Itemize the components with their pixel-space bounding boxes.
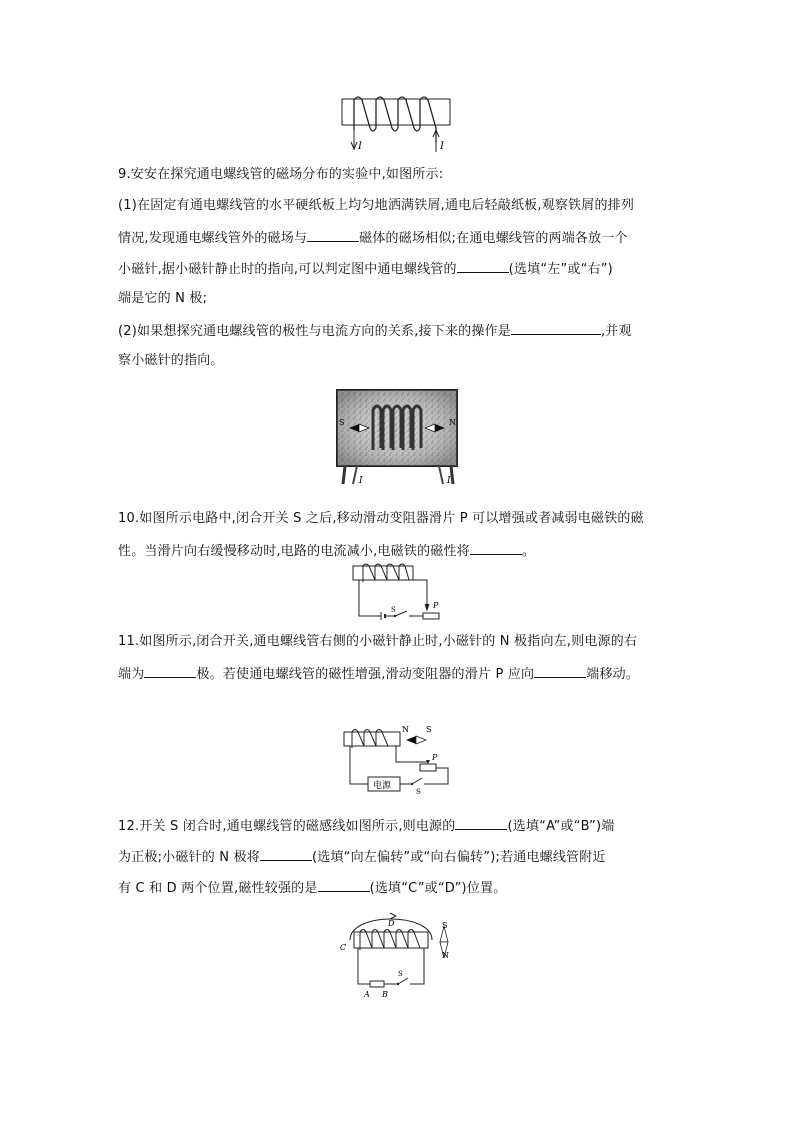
answer-blank[interactable] (457, 259, 509, 273)
q9-line-7: 察小磁针的指向。 (118, 353, 224, 368)
q10-line-2: 性。当滑片向右缓慢移动时,电路的电流减小,电磁铁的磁性将 。 (118, 541, 680, 561)
answer-blank[interactable] (511, 321, 601, 335)
answer-blank[interactable] (144, 664, 196, 678)
answer-blank[interactable] (307, 228, 359, 242)
q10-line-1: 10.如图所示电路中,闭合开关 S 之后,移动滑动变阻器滑片 P 可以增强或者减弱电磁铁的磁 (118, 511, 644, 526)
q9-line-2: (1)在固定有通电螺线管的水平硬纸板上均匀地洒满铁屑,通电后轻敲纸板,观察铁屑的排列 (118, 198, 635, 213)
solenoid-compass-circuit-figure (340, 722, 460, 802)
iron-filings-figure (335, 388, 461, 488)
q11-line-1: 11.如图所示,闭合开关,通电螺线管右侧的小磁针静止时,小磁针的 N 极指向左,则电源的右 (118, 634, 638, 649)
q9-line-1: 9.安安在探究通电螺线管的磁场分布的实验中,如图所示: (118, 167, 444, 182)
current-label: I (358, 141, 362, 152)
north-pole-label: N (449, 418, 456, 427)
answer-blank[interactable] (318, 878, 370, 892)
switch-label: S (416, 788, 421, 796)
switch-label: S (398, 970, 403, 978)
field-lines-circuit-figure (336, 908, 466, 1004)
current-label: I (359, 476, 363, 486)
q11-line-2: 端为 极。若使通电螺线管的磁性增强,滑动变阻器的滑片 P 应向 端移动。 (118, 664, 680, 684)
electromagnet-circuit-figure (345, 560, 455, 624)
slider-label: P (432, 753, 438, 762)
answer-blank[interactable] (534, 664, 586, 678)
solenoid-figure-1 (330, 92, 460, 154)
q9-line-4: 小磁针,据小磁针静止时的指向,可以判定图中通电螺线管的 (选填“左”或“右”) (118, 259, 680, 279)
slider-label: P (433, 601, 439, 610)
power-supply-label: 电源 (373, 781, 392, 791)
current-label: I (440, 141, 444, 152)
q12-line-2: 为正极;小磁针的 N 极将 (选填“向左偏转”或“向右偏转”);若通电螺线管附近 (118, 847, 680, 867)
current-label: I (447, 476, 451, 486)
q12-line-1: 12.开关 S 闭合时,通电螺线管的磁感线如图所示,则电源的 (选填“A”或“B”)端 (118, 816, 680, 836)
compass-north-label: N (442, 951, 449, 960)
answer-blank[interactable] (455, 816, 507, 830)
point-d-label: D (388, 919, 395, 928)
south-pole-label: S (339, 418, 345, 427)
q9-line-5: 端是它的 N 极; (118, 291, 208, 306)
q12-line-3: 有 C 和 D 两个位置,磁性较强的是 (选填“C”或“D”)位置。 (118, 878, 680, 898)
q9-line-3: 情况,发现通电螺线管外的磁场与 磁体的磁场相似;在通电螺线管的两端各放一个 (118, 228, 680, 248)
compass-south-label: S (442, 921, 448, 930)
switch-label: S (391, 606, 396, 614)
point-b-label: B (382, 990, 388, 999)
compass-north-label: N (402, 725, 409, 734)
point-c-label: C (340, 943, 347, 952)
answer-blank[interactable] (470, 541, 522, 555)
point-a-label: A (364, 990, 370, 999)
answer-blank[interactable] (260, 847, 312, 861)
compass-south-label: S (426, 725, 432, 734)
q9-line-6: (2)如果想探究通电螺线管的极性与电流方向的关系,接下来的操作是 ,并观 (118, 321, 680, 341)
